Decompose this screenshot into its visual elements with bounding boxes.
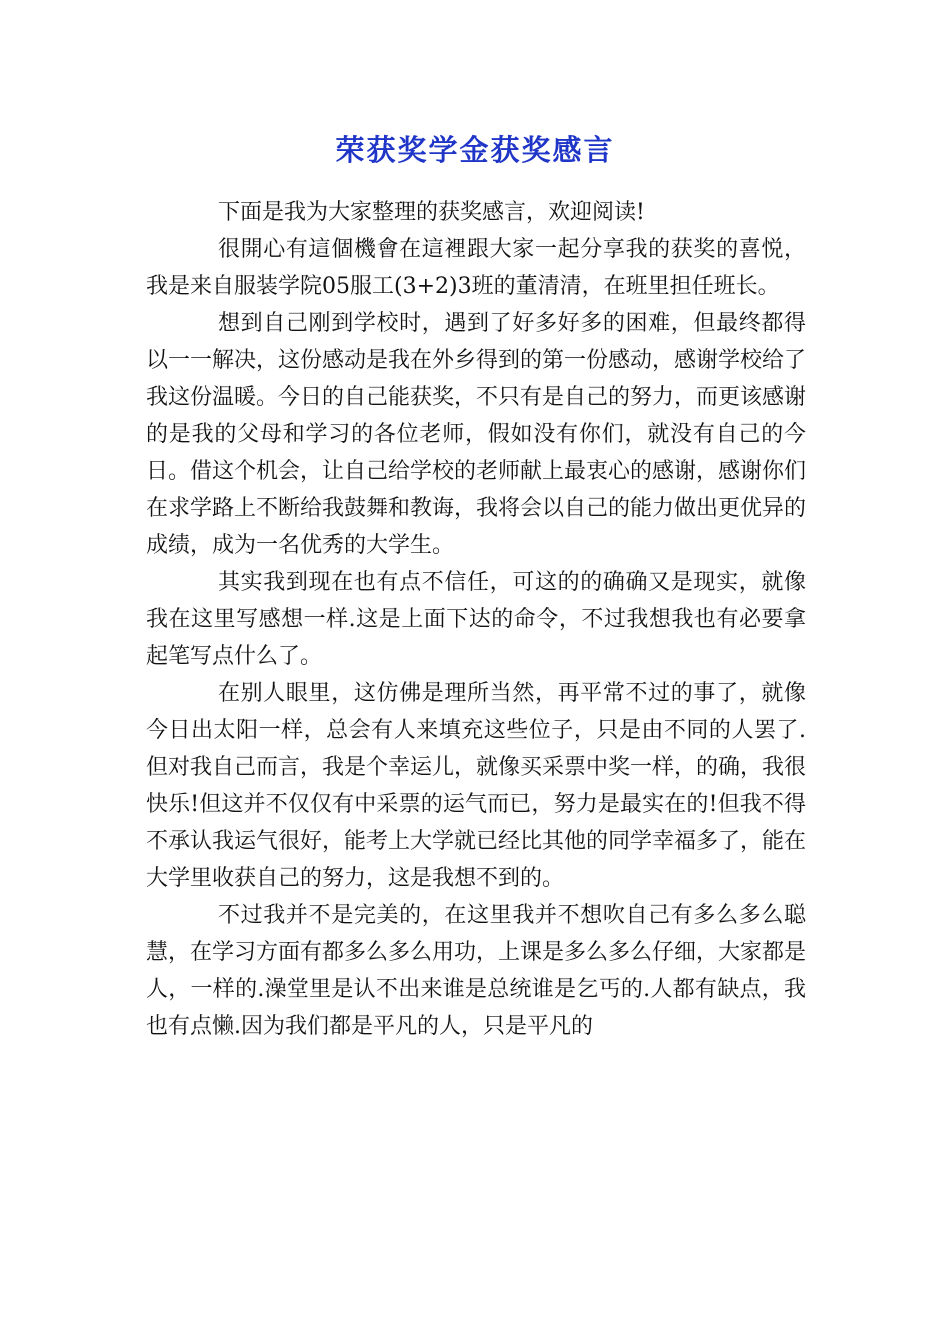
document-title: 荣获奖学金获奖感言 — [335, 133, 615, 167]
document-body — [146, 194, 806, 1045]
paragraph-luck: 在别人眼里，这仿佛是理所当然，再平常不过的事了，就像今日出太阳一样，总会有人来填充这些位子，只是由不同的人罢了.但对我自己而言，我是个幸运儿，就像买采票中奖一样，的确，我很快乐!但这并不仅仅有中采票的运气而已，努力是最实在的!但我不得不承认我运气很好，能考上大学就已经比其他的同学幸福多了，能在大学里收获自己的努力，这是我想不到的。 — [146, 681, 807, 891]
paragraph-gratitude: 想到自己刚到学校时，遇到了好多好多的困难，但最终都得以一一解决，这份感动是我在外乡得到的第一份感动，感谢学校给了我这份温暖。今日的自己能获奖，不只有是自己的努力，而更该感谢的是我的父母和学习的各位老师，假如没有你们，就没有自己的今日。借这个机会，让自己给学校的老师献上最衷心的感谢，感谢你们在求学路上不断给我鼓舞和教诲，我将会以自己的能力做出更优异的成绩，成为一名优秀的大学生。 — [146, 311, 807, 558]
paragraph-intro: 下面是我为大家整理的获奖感言，欢迎阅读! — [218, 200, 645, 225]
paragraph-self-introduction: 很開心有這個機會在這裡跟大家一起分享我的获奖的喜悦，我是来自服装学院05服工(3+2)3班的董清清，在班里担任班长。 — [146, 237, 806, 299]
paragraph-imperfection: 不过我并不是完美的，在这里我并不想吹自己有多么多么聪慧，在学习方面有都多么多么用功，上课是多么多么仔细，大家都是人，一样的.澡堂里是认不出来谁是总统谁是乞丐的.人都有缺点，我也有点懒.因为我们都是平凡的人，只是平凡的 — [146, 903, 807, 1039]
paragraph-reality: 其实我到现在也有点不信任，可这的的确确又是现实，就像我在这里写感想一样.这是上面下达的命令，不过我想我也有必要拿起笔写点什么了。 — [146, 570, 806, 669]
